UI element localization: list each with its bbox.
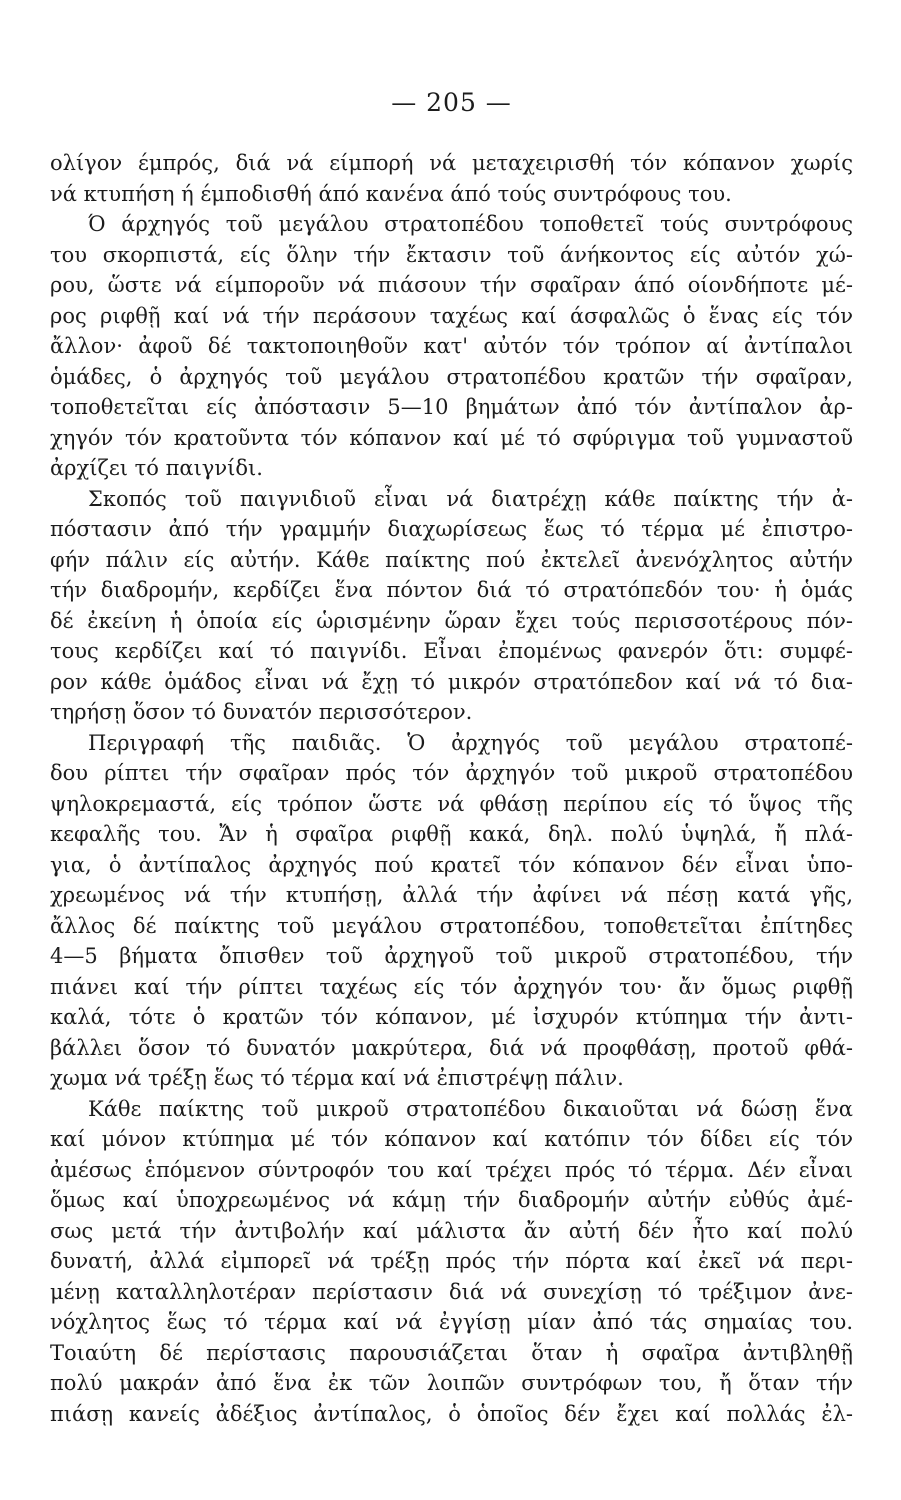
text-line: 4—5 βήματα ὄπισθεν τοῦ ἀρχηγοῦ τοῦ μικροῦ στρατοπέδου, τήν: [50, 944, 853, 968]
text-line: πολύ μακράν ἀπό ἕνα ἐκ τῶν λοιπῶν συντρόφων του, ἤ ὅταν τήν: [50, 1371, 853, 1395]
text-line: Κάθε παίκτης τοῦ μικροῦ στρατοπέδου δικαιοῦται νά δώσῃ ἕνα: [88, 1096, 853, 1121]
text-line: ὅμως καί ὑποχρεωμένος νά κάμῃ τήν διαδρομήν αὐτήν εὐθύς ἀμέ-: [50, 1188, 853, 1212]
text-line: ολίγον έμπρός, διά νά είμπορή νά μεταχειρισθή τόν κόπανον χωρίς: [50, 151, 853, 175]
text-line: ρον κάθε ὁμάδος εἶναι νά ἔχῃ τό μικρόν στρατόπεδον καί νά τό δια-: [50, 669, 853, 694]
text-line: για, ὁ ἀντίπαλος ἀρχηγός πού κρατεῖ τόν κόπανον δέν εἶναι ὑπο-: [50, 852, 853, 877]
text-line: μένῃ καταλληλοτέραν περίστασιν διά νά συνεχίσῃ τό τρέξιμον ἀνε-: [50, 1279, 853, 1304]
text-line: ἄλλος δέ παίκτης τοῦ μεγάλου στρατοπέδου, τοποθετεῖται ἐπίτηδες: [50, 913, 853, 938]
book-page: [50, 0, 853, 1500]
text-line: καί μόνον κτύπημα μέ τόν κόπανον καί κατόπιν τόν δίδει είς τόν: [50, 1127, 853, 1151]
text-line: χωμα νά τρέξῃ ἕως τό τέρμα καί νά ἐπιστρέψῃ πάλιν.: [50, 1066, 624, 1090]
text-line: ἀρχίζει τό παιγνίδι.: [50, 456, 263, 480]
text-line: δέ ἐκείνη ἡ ὁποία είς ὡρισμένην ὥραν ἔχει τούς περισσοτέρους πόν-: [50, 608, 853, 633]
page-number: — 205 —: [391, 88, 512, 117]
text-line: ρος ριφθῇ καί νά τήν περάσουν ταχέως καί άσφαλῶς ὁ ἕνας είς τόν: [50, 303, 853, 328]
text-line: βάλλει ὅσον τό δυνατόν μακρύτερα, διά νά προφθάσῃ, προτοῦ φθά-: [50, 1035, 853, 1060]
text-line: πόστασιν ἀπό τήν γραμμήν διαχωρίσεως ἕως τό τέρμα μέ ἐπιστρο-: [50, 517, 853, 541]
text-line: σως μετά τήν ἀντιβολήν καί μάλιστα ἄν αὐτή δέν ἦτο καί πολύ: [50, 1218, 853, 1243]
text-line: τοποθετεῖται είς ἀπόστασιν 5—10 βημάτων ἀπό τόν ἀντίπαλον ἀρ-: [50, 395, 853, 419]
text-line: κεφαλῆς του. Ἄν ἡ σφαῖρα ριφθῇ κακά, δηλ. πολύ ὑψηλά, ἤ πλά-: [50, 822, 853, 846]
text-line: τους κερδίζει καί τό παιγνίδι. Εἶναι ἐπομένως φανερόν ὅτι: συμφέ-: [50, 639, 853, 663]
text-line: πιάνει καί τήν ρίπτει ταχέως είς τόν ἀρχηγόν του· ἄν ὅμως ριφθῇ: [50, 974, 853, 999]
text-line: ἄλλον· ἀφοῦ δέ τακτοποιηθοῦν κατ' αὐτόν τόν τρόπον αί ἀντίπαλοι: [50, 334, 853, 358]
text-line: καλά, τότε ὁ κρατῶν τόν κόπανον, μέ ἰσχυρόν κτύπημα τήν ἀντι-: [50, 1005, 853, 1029]
text-line: φήν πάλιν είς αὐτήν. Κάθε παίκτης πού ἐκτελεῖ ἀνενόχλητος αὐτήν: [50, 547, 853, 572]
text-line: νά κτυπήση ή έμποδισθή άπό κανένα άπό τούς συντρόφους του.: [50, 181, 732, 206]
text-line: του σκορπιστά, είς ὅλην τήν ἔκτασιν τοῦ άνήκοντος είς αὐτόν χώ-: [50, 242, 853, 267]
text-line: Τοιαύτη δέ περίστασις παρουσιάζεται ὅταν ἡ σφαῖρα ἀντιβληθῇ: [50, 1340, 853, 1365]
text-line: δου ρίπτει τήν σφαῖραν πρός τόν ἀρχηγόν τοῦ μικροῦ στρατοπέδου: [50, 761, 853, 785]
text-line: χρεωμένος νά τήν κτυπήσῃ, ἀλλά τήν ἀφίνει νά πέσῃ κατά γῆς,: [50, 883, 853, 907]
text-line: Περιγραφή τῆς παιδιᾶς. Ὁ ἀρχηγός τοῦ μεγάλου στρατοπέ-: [88, 730, 853, 755]
text-line: πιάσῃ κανείς ἀδέξιος ἀντίπαλος, ὁ ὁποῖος δέν ἔχει καί πολλάς ἐλ-: [50, 1401, 853, 1426]
text-line: ρου, ὥστε νά είμποροῦν νά πιάσουν τήν σφαῖραν άπό οίονδήποτε μέ-: [50, 273, 853, 297]
text-line: Ό άρχηγός τοῦ μεγάλου στρατοπέδου τοποθετεῖ τούς συντρόφους: [88, 212, 853, 236]
text-line: ὁμάδες, ὁ ἀρχηγός τοῦ μεγάλου στρατοπέδου κρατῶν τήν σφαῖραν,: [50, 364, 853, 389]
text-line: ἀμέσως ἑπόμενον σύντροφόν του καί τρέχει πρός τό τέρμα. Δέν εἶναι: [50, 1157, 853, 1182]
text-line: Σκοπός τοῦ παιγνιδιοῦ εἶναι νά διατρέχῃ κάθε παίκτης τήν ἀ-: [88, 486, 853, 511]
text-line: τήν διαδρομήν, κερδίζει ἕνα πόντον διά τό στρατόπεδόν του· ἡ ὁμάς: [50, 578, 853, 602]
text-line: ψηλοκρεμαστά, είς τρόπον ὥστε νά φθάσῃ περίπου είς τό ὕψος τῆς: [50, 791, 853, 816]
text-line: τηρήσῃ ὅσον τό δυνατόν περισσότερον.: [50, 700, 473, 724]
text-line: νόχλητος ἕως τό τέρμα καί νά ἐγγίσῃ μίαν ἀπό τάς σημαίας του.: [50, 1310, 853, 1334]
text-line: χηγόν τόν κρατοῦντα τόν κόπανον καί μέ τό σφύριγμα τοῦ γυμναστοῦ: [50, 425, 853, 450]
body-text: [50, 148, 853, 1429]
text-line: δυνατή, ἀλλά εἰμπορεῖ νά τρέξῃ πρός τήν πόρτα καί ἐκεῖ νά περι-: [50, 1249, 853, 1273]
